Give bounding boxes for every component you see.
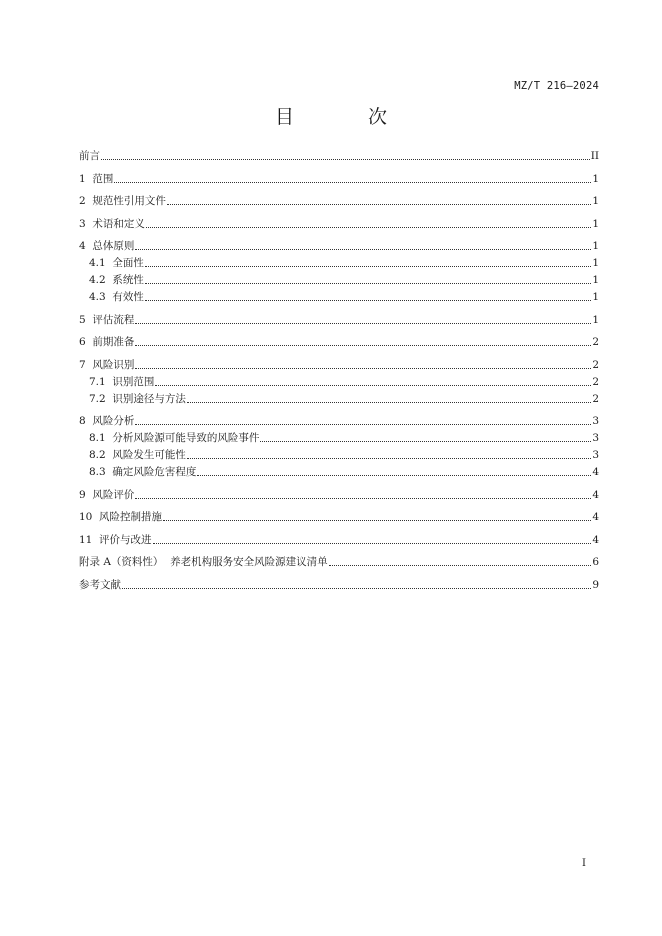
toc-entry-number: 3: [79, 217, 93, 230]
toc-dot-leader: [101, 159, 590, 160]
toc-entry[interactable]: [79, 415, 599, 428]
toc-entry[interactable]: [79, 150, 599, 163]
toc-entry-number: 4.2: [89, 274, 113, 286]
toc-entry-label: 参考文献: [79, 578, 121, 591]
toc-entry-number: 9: [79, 488, 93, 501]
toc-entry-number: 8.2: [89, 449, 113, 461]
toc-entry[interactable]: [79, 376, 599, 389]
toc-entry-label: 风险控制措施: [99, 511, 163, 523]
toc-entry-page: 2: [592, 392, 599, 405]
toc-entry-page: 2: [592, 336, 599, 348]
toc-entry-page: 1: [592, 217, 599, 230]
toc-entry-label: 系统性: [112, 274, 144, 286]
toc-dot-leader: [135, 424, 591, 425]
toc-entry-page: 2: [592, 358, 599, 371]
toc-entry-number: 8: [79, 415, 93, 427]
toc-dot-leader: [145, 283, 591, 284]
toc-entry[interactable]: [79, 314, 599, 327]
toc-entry-number: 8.3: [89, 466, 113, 478]
toc-entry-label: 识别途径与方法: [112, 392, 186, 405]
toc-entry[interactable]: [79, 556, 599, 569]
toc-entry-label: 有效性: [112, 291, 144, 303]
toc-entry-page: 1: [592, 313, 599, 326]
toc-dot-leader: [114, 182, 591, 183]
toc-entry-number: 5: [79, 313, 93, 326]
toc-entry-page: 1: [592, 274, 599, 286]
toc-dot-leader: [122, 588, 591, 589]
toc-entry-label: 分析风险源可能导致的风险事件: [112, 432, 260, 444]
toc-entry[interactable]: [79, 511, 599, 524]
toc-entry-page: 1: [592, 195, 599, 207]
toc-entry-number: 2: [79, 195, 93, 207]
toc-dot-leader: [135, 323, 591, 324]
toc-entry-page: 3: [592, 449, 599, 461]
toc-entry-number: 7.2: [89, 392, 113, 405]
toc-entry[interactable]: [79, 466, 599, 479]
toc-entry-page: 4: [592, 511, 599, 523]
toc-entry-number: 4.3: [89, 291, 113, 303]
toc-entry-page: 4: [592, 466, 599, 478]
toc-dot-leader: [329, 565, 592, 566]
toc-dot-leader: [135, 368, 591, 369]
toc-entry[interactable]: [79, 195, 599, 208]
toc-dot-leader: [135, 345, 591, 346]
toc-dot-leader: [145, 300, 591, 301]
toc-entry-page: 3: [592, 432, 599, 444]
toc-entry[interactable]: [79, 534, 599, 547]
table-of-contents: [79, 150, 599, 592]
toc-entry-label: 风险评价: [92, 488, 135, 501]
toc-entry[interactable]: [79, 257, 599, 270]
toc-entry-label: 前期准备: [92, 336, 135, 348]
toc-dot-leader: [153, 543, 592, 544]
toc-dot-leader: [145, 266, 591, 267]
toc-entry-number: 7: [79, 358, 93, 371]
toc-entry-page: 9: [592, 578, 599, 591]
toc-entry-number: 1: [79, 172, 93, 185]
toc-entry-label: 范围: [92, 172, 114, 185]
toc-entry-page: II: [590, 150, 599, 162]
toc-entry[interactable]: [79, 173, 599, 186]
toc-entry-label: 评价与改进: [99, 533, 152, 546]
toc-dot-leader: [155, 385, 591, 386]
toc-entry-label: 风险发生可能性: [112, 449, 186, 461]
toc-entry-page: 1: [592, 257, 599, 269]
toc-dot-leader: [135, 498, 591, 499]
toc-dot-leader: [260, 441, 591, 442]
toc-entry[interactable]: [79, 489, 599, 502]
toc-entry-number: 10: [79, 511, 100, 523]
toc-entry[interactable]: [79, 449, 599, 462]
toc-entry-page: 2: [592, 375, 599, 388]
toc-entry-label: 风险识别: [92, 358, 135, 371]
footer-page-number: I: [582, 858, 586, 869]
toc-entry-label: 风险分析: [92, 415, 135, 427]
toc-entry-number: 6: [79, 336, 93, 348]
toc-entry[interactable]: [79, 432, 599, 445]
toc-entry-label: 规范性引用文件: [92, 195, 166, 207]
toc-entry-page: 1: [592, 291, 599, 303]
toc-entry[interactable]: [79, 291, 599, 304]
toc-entry-label: 确定风险危害程度: [112, 466, 197, 478]
toc-entry[interactable]: [79, 336, 599, 349]
toc-dot-leader: [135, 249, 591, 250]
toc-entry-page: 3: [592, 415, 599, 427]
toc-entry-label: 术语和定义: [92, 217, 145, 230]
toc-entry[interactable]: [79, 274, 599, 287]
toc-entry-label: 评估流程: [92, 313, 135, 326]
toc-entry-label: 全面性: [112, 257, 144, 269]
toc-entry-page: 1: [592, 240, 599, 252]
toc-dot-leader: [167, 204, 591, 205]
standard-code: MZ/T 216—2024: [514, 80, 599, 92]
toc-entry-label: 附录 A（资料性） 养老机构服务安全风险源建议清单: [79, 556, 328, 568]
toc-entry-label: 前言: [79, 150, 100, 162]
toc-entry[interactable]: [79, 218, 599, 231]
toc-dot-leader: [197, 475, 591, 476]
page-title: 目 次: [274, 106, 422, 128]
toc-entry-page: 4: [592, 533, 599, 546]
toc-entry-number: 7.1: [89, 375, 113, 388]
toc-entry-page: 6: [592, 556, 599, 568]
toc-entry-number: 4.1: [89, 257, 113, 269]
toc-entry-page: 4: [592, 488, 599, 501]
toc-entry-label: 识别范围: [112, 375, 155, 388]
toc-dot-leader: [187, 458, 591, 459]
toc-entry-number: 8.1: [89, 432, 113, 444]
toc-dot-leader: [146, 227, 591, 228]
toc-dot-leader: [163, 520, 591, 521]
toc-entry[interactable]: [79, 579, 599, 592]
toc-entry-number: 11: [79, 533, 100, 546]
toc-entry[interactable]: [79, 359, 599, 372]
toc-entry-label: 总体原则: [92, 240, 135, 252]
toc-entry[interactable]: [79, 240, 599, 253]
toc-entry[interactable]: [79, 393, 599, 406]
toc-dot-leader: [187, 402, 591, 403]
toc-entry-page: 1: [592, 172, 599, 185]
toc-entry-number: 4: [79, 240, 93, 252]
